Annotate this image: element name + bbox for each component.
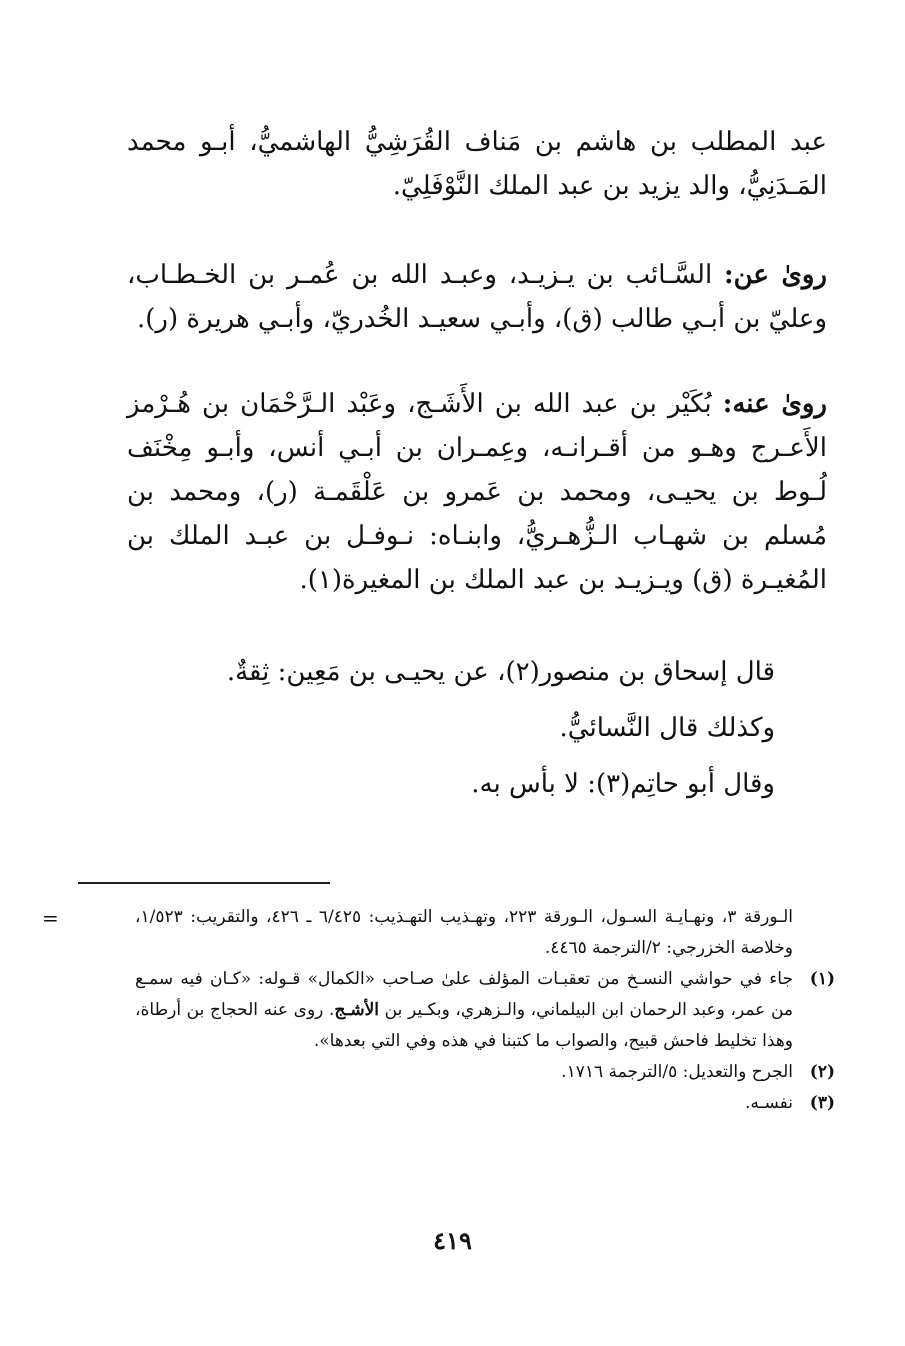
footnote-1	[135, 964, 835, 1057]
narrated-from-paragraph	[127, 253, 827, 341]
footnotes	[135, 902, 835, 1119]
narrated-from-text: السَّـائب بن يـزيـد، وعبـد الله بن عُمـر بن الخـطـاب، وعليّ بن أبـي طالب (ق)، وأبـي سعيـد الخُدريّ، وأبـي هريرة (ر).	[127, 260, 827, 334]
footnote-3-number: (٣)	[809, 1093, 835, 1113]
quote-ishaq: قال إسحاق بن منصور(٢)، عن يحيـى بن مَعِين: ثِقةٌ.	[226, 657, 775, 687]
footnote-1-text-end: . روى عنه الحجاج بن أرطاة، وهذا تخليط فاحش قبيح، والصواب ما كتبنا في هذه وفي التي بعدها».	[135, 1000, 793, 1051]
narrators-from-him-paragraph	[127, 382, 827, 602]
entry-intro-text: عبد المطلب بن هاشم بن مَناف القُرَشِيُّ الهاشميُّ، أبـو محمد المَـدَنِيُّ، والد يزيد بن عبد الملك النَّوْفَلِيّ.	[127, 127, 827, 201]
entry-intro-paragraph	[127, 120, 827, 208]
footnote-1-number: (١)	[809, 969, 835, 989]
footnote-1-text: جاء في حواشي النسـخ من تعقبـات المؤلف علىٰ صـاحب «الكمال» قـوله: «كـان فيه سمـع من عمر، وعبد الرحمان ابن البيلماني، والـزهري، وبكـير بن	[135, 969, 793, 1020]
narrators-from-him-text: بُكَيْر بن عبد الله بن الأَشَـج، وعَبْد الـرَّحْمَان بن هُـرْمز الأَعـرج وهـو من أقـرانـه، وعِمـران بن أبـي أنس، وأبـو مِخْنَف لُـوط بن يحيـى، ومحمد بن عَمرو بن عَلْقَمـة (ر)، ومحمد بن مُسلم بن شهـاب الـزُّهـريُّ، وابنـاه: نـوفـل بن عبـد الملك بن المُغيـرة (ق) ويـزيـد بن عبد الملك بن المغيرة(١).	[127, 389, 827, 595]
quote-nasai: وكذلك قال النَّسائيُّ.	[559, 713, 775, 743]
footnote-2	[135, 1057, 835, 1088]
narrated-from-heading: روىٰ عن:	[724, 260, 827, 290]
narrators-from-him-heading: روىٰ عنه:	[722, 389, 827, 419]
footnote-continuation-mark: =	[42, 906, 59, 930]
footnote-1-bold-word: الأشـج	[334, 1000, 380, 1020]
footnote-2-number: (٢)	[809, 1062, 835, 1082]
footnote-divider	[78, 882, 330, 884]
footnote-continued-text: الـورقة ٣، ونهـايـة السـول، الـورقة ٢٢٣، وتهـذيب التهـذيب: ٦/٤٢٥ ـ ٤٢٦، والتقريب: ١/٥٢٣، وخلاصة الخزرجي: ٢/الترجمة ٤٤٦٥.	[135, 907, 793, 958]
footnote-continued	[135, 902, 835, 964]
footnote-2-text: الجرح والتعديل: ٥/الترجمة ١٧١٦.	[561, 1062, 793, 1082]
quote-abu-hatim: وقال أبو حاتِم(٣): لا بأس به.	[471, 769, 775, 799]
footnote-3-text: نفسـه.	[745, 1093, 793, 1113]
page-number: ٤١٩	[433, 1226, 472, 1255]
footnote-3	[135, 1088, 835, 1119]
